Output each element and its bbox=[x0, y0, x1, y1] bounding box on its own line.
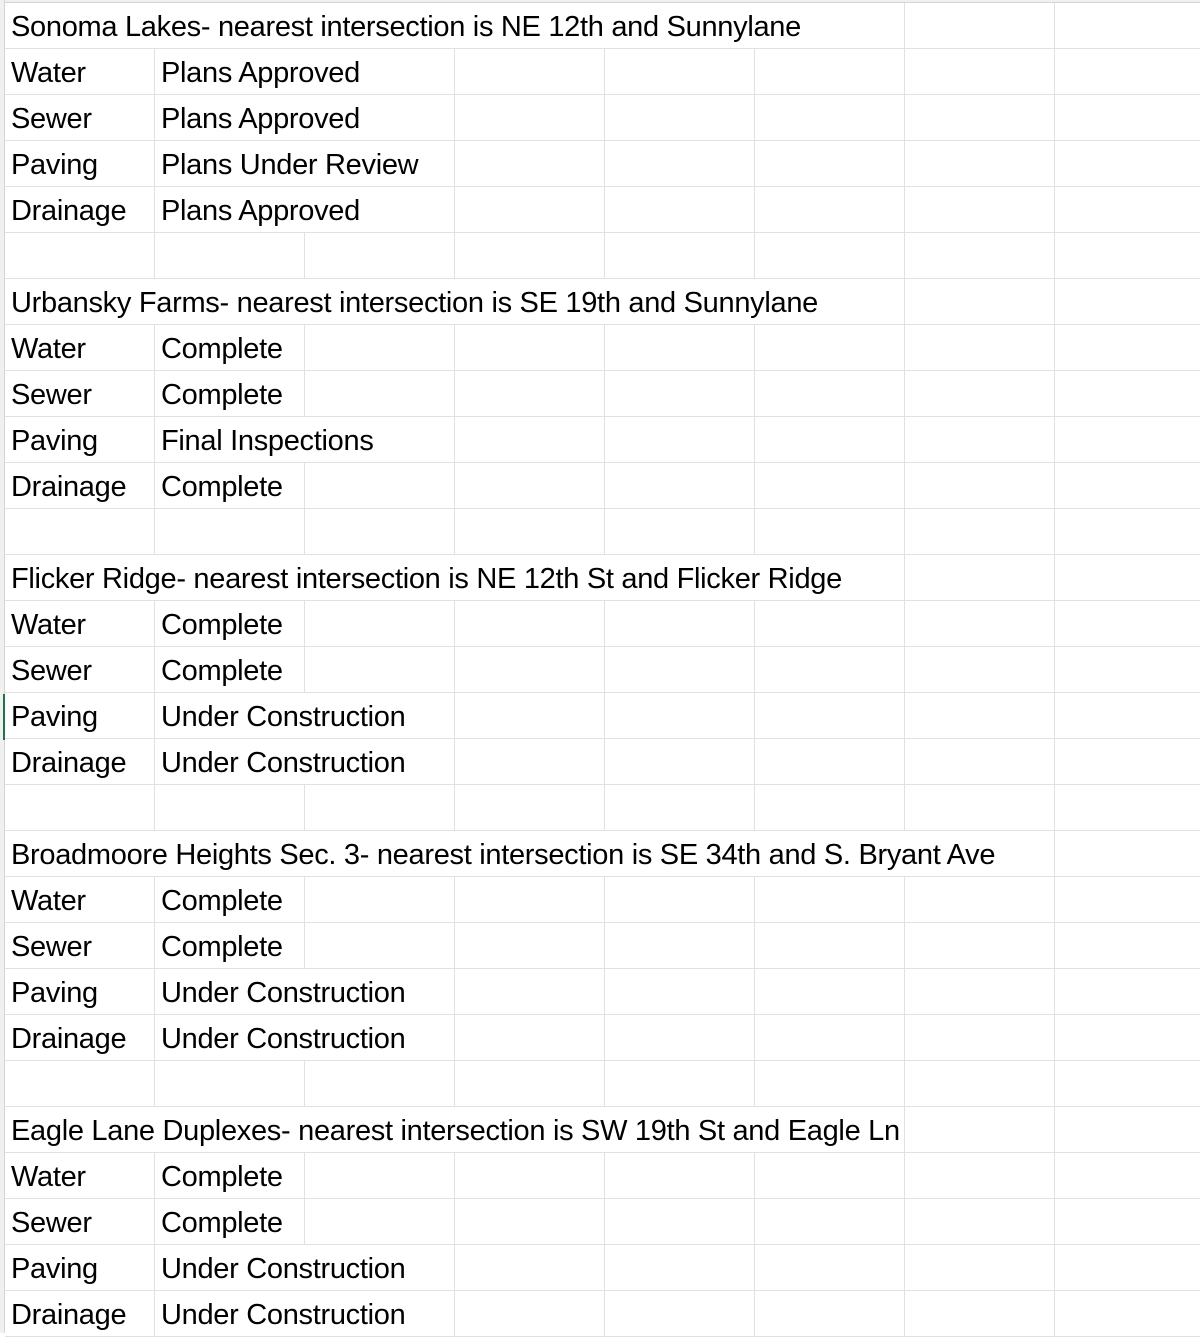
utility-status: Plans Approved bbox=[161, 187, 364, 232]
utility-status-row bbox=[5, 325, 1200, 371]
cell[interactable] bbox=[755, 187, 905, 232]
cell[interactable] bbox=[755, 877, 905, 922]
utility-status: Complete bbox=[161, 1153, 287, 1198]
utility-status: Complete bbox=[161, 601, 287, 646]
utility-label: Sewer bbox=[11, 931, 92, 963]
blank-row bbox=[5, 233, 1200, 279]
utility-label: Water bbox=[11, 1161, 86, 1193]
cell[interactable] bbox=[1055, 279, 1200, 324]
cell[interactable] bbox=[605, 417, 755, 462]
cell[interactable] bbox=[605, 693, 755, 738]
cell[interactable] bbox=[905, 141, 1055, 186]
cell[interactable] bbox=[605, 1199, 755, 1244]
utility-label: Paving bbox=[11, 149, 98, 181]
utility-status: Under Construction bbox=[161, 693, 409, 738]
utility-status: Complete bbox=[161, 923, 287, 968]
cell[interactable] bbox=[455, 1199, 605, 1244]
cell[interactable] bbox=[455, 1015, 605, 1060]
cell[interactable] bbox=[905, 923, 1055, 968]
cell[interactable] bbox=[755, 1153, 905, 1198]
cell[interactable] bbox=[605, 509, 755, 554]
cell[interactable] bbox=[905, 877, 1055, 922]
cell[interactable] bbox=[905, 1153, 1055, 1198]
cell[interactable] bbox=[605, 969, 755, 1014]
cell[interactable] bbox=[605, 647, 755, 692]
utility-status-row bbox=[5, 1291, 1200, 1337]
cell[interactable] bbox=[455, 785, 605, 830]
cell[interactable] bbox=[905, 1015, 1055, 1060]
cell[interactable] bbox=[755, 1291, 905, 1336]
cell[interactable] bbox=[455, 463, 605, 508]
utility-label: Drainage bbox=[11, 747, 127, 779]
utility-status: Plans Under Review bbox=[161, 141, 422, 186]
cell[interactable] bbox=[305, 233, 455, 278]
cell[interactable] bbox=[1055, 555, 1200, 600]
cell[interactable] bbox=[455, 739, 605, 784]
cell[interactable] bbox=[1055, 141, 1200, 186]
utility-label: Paving bbox=[11, 701, 98, 733]
cell[interactable] bbox=[905, 509, 1055, 554]
utility-status: Plans Approved bbox=[161, 49, 364, 94]
cell[interactable] bbox=[455, 417, 605, 462]
utility-label: Sewer bbox=[11, 1207, 92, 1239]
cell[interactable] bbox=[755, 49, 905, 94]
blank-row bbox=[5, 509, 1200, 555]
cell[interactable] bbox=[755, 1015, 905, 1060]
project-title: Broadmoore Heights Sec. 3- nearest intersection is SE 34th and S. Bryant Ave bbox=[11, 831, 999, 876]
cell[interactable] bbox=[905, 49, 1055, 94]
cell[interactable] bbox=[455, 49, 605, 94]
cell[interactable] bbox=[905, 1061, 1055, 1106]
cell[interactable] bbox=[455, 141, 605, 186]
cell[interactable] bbox=[1055, 509, 1200, 554]
cell[interactable] bbox=[905, 1291, 1055, 1336]
cell[interactable] bbox=[305, 1153, 455, 1198]
cell[interactable] bbox=[155, 509, 305, 554]
utility-status-row bbox=[5, 95, 1200, 141]
utility-status-row bbox=[5, 417, 1200, 463]
utility-label: Drainage bbox=[11, 1299, 127, 1331]
cell[interactable] bbox=[455, 1291, 605, 1336]
utility-status-row bbox=[5, 1245, 1200, 1291]
cell[interactable] bbox=[755, 1061, 905, 1106]
cell[interactable] bbox=[1055, 371, 1200, 416]
cell[interactable] bbox=[305, 1061, 455, 1106]
cell[interactable] bbox=[905, 95, 1055, 140]
cell[interactable] bbox=[755, 785, 905, 830]
utility-status: Under Construction bbox=[161, 739, 409, 784]
project-title-row bbox=[5, 555, 1200, 601]
utility-status-row bbox=[5, 463, 1200, 509]
cell[interactable] bbox=[455, 601, 605, 646]
cell[interactable] bbox=[1055, 3, 1200, 48]
utility-status-row bbox=[5, 371, 1200, 417]
cell[interactable] bbox=[605, 187, 755, 232]
cell[interactable] bbox=[1055, 1015, 1200, 1060]
cell[interactable] bbox=[5, 509, 155, 554]
utility-label: Sewer bbox=[11, 655, 92, 687]
cell[interactable] bbox=[305, 1199, 455, 1244]
cell[interactable] bbox=[455, 693, 605, 738]
cell[interactable] bbox=[455, 95, 605, 140]
cell[interactable] bbox=[755, 325, 905, 370]
utility-label: Drainage bbox=[11, 471, 127, 503]
utility-label: Drainage bbox=[11, 1023, 127, 1055]
cell[interactable] bbox=[905, 187, 1055, 232]
utility-status-row bbox=[5, 693, 1200, 739]
utility-status: Complete bbox=[161, 647, 287, 692]
cell[interactable] bbox=[755, 693, 905, 738]
cell[interactable] bbox=[455, 509, 605, 554]
cell[interactable] bbox=[305, 601, 455, 646]
utility-status-row bbox=[5, 969, 1200, 1015]
utility-label: Sewer bbox=[11, 379, 92, 411]
cell[interactable] bbox=[755, 647, 905, 692]
cell[interactable] bbox=[755, 95, 905, 140]
cell[interactable] bbox=[1055, 1291, 1200, 1336]
cell[interactable] bbox=[905, 463, 1055, 508]
cell[interactable] bbox=[305, 785, 455, 830]
cell[interactable] bbox=[1055, 1199, 1200, 1244]
cell[interactable] bbox=[905, 601, 1055, 646]
selected-row-indicator bbox=[3, 694, 5, 740]
cell[interactable] bbox=[905, 417, 1055, 462]
cell[interactable] bbox=[755, 739, 905, 784]
project-title-row bbox=[5, 831, 1200, 877]
cell[interactable] bbox=[1055, 417, 1200, 462]
utility-status: Final Inspections bbox=[161, 417, 378, 462]
cell[interactable] bbox=[1055, 187, 1200, 232]
cell[interactable] bbox=[5, 1061, 155, 1106]
utility-label: Paving bbox=[11, 425, 98, 457]
utility-label: Water bbox=[11, 333, 86, 365]
cell[interactable] bbox=[905, 693, 1055, 738]
cell[interactable] bbox=[1055, 1061, 1200, 1106]
project-title-row bbox=[5, 279, 1200, 325]
cell[interactable] bbox=[455, 923, 605, 968]
cell[interactable] bbox=[305, 463, 455, 508]
utility-label: Paving bbox=[11, 977, 98, 1009]
cell[interactable] bbox=[755, 1245, 905, 1290]
cell[interactable] bbox=[1055, 693, 1200, 738]
cell[interactable] bbox=[905, 1199, 1055, 1244]
cell[interactable] bbox=[755, 417, 905, 462]
cell[interactable] bbox=[605, 923, 755, 968]
cell[interactable] bbox=[455, 187, 605, 232]
utility-status: Complete bbox=[161, 463, 287, 508]
cell[interactable] bbox=[755, 1199, 905, 1244]
blank-row bbox=[5, 1061, 1200, 1107]
cell[interactable] bbox=[455, 877, 605, 922]
cell[interactable] bbox=[1055, 785, 1200, 830]
utility-status-row bbox=[5, 187, 1200, 233]
cell[interactable] bbox=[305, 647, 455, 692]
cell[interactable] bbox=[905, 1107, 1055, 1152]
utility-label: Water bbox=[11, 57, 86, 89]
cell[interactable] bbox=[755, 463, 905, 508]
project-title-row bbox=[5, 1107, 1200, 1153]
cell[interactable] bbox=[905, 325, 1055, 370]
cell[interactable] bbox=[1055, 463, 1200, 508]
utility-status-row bbox=[5, 1153, 1200, 1199]
cell[interactable] bbox=[905, 3, 1055, 48]
utility-status: Under Construction bbox=[161, 1291, 409, 1336]
cell[interactable] bbox=[455, 233, 605, 278]
project-title: Sonoma Lakes- nearest intersection is NE 12th and Sunnylane bbox=[11, 3, 805, 48]
cell[interactable] bbox=[455, 1245, 605, 1290]
spreadsheet-grid bbox=[5, 3, 1200, 1337]
project-title: Flicker Ridge- nearest intersection is NE 12th St and Flicker Ridge bbox=[11, 555, 846, 600]
cell[interactable] bbox=[305, 509, 455, 554]
cell[interactable] bbox=[1055, 601, 1200, 646]
project-title: Eagle Lane Duplexes- nearest intersection is SW 19th St and Eagle Ln bbox=[11, 1107, 904, 1152]
cell[interactable] bbox=[455, 969, 605, 1014]
cell[interactable] bbox=[605, 1153, 755, 1198]
cell[interactable] bbox=[1055, 95, 1200, 140]
cell[interactable] bbox=[905, 371, 1055, 416]
blank-row bbox=[5, 785, 1200, 831]
utility-label: Water bbox=[11, 609, 86, 641]
cell[interactable] bbox=[905, 279, 1055, 324]
cell[interactable] bbox=[905, 1245, 1055, 1290]
cell[interactable] bbox=[455, 325, 605, 370]
cell[interactable] bbox=[155, 1061, 305, 1106]
project-title-row bbox=[5, 3, 1200, 49]
cell[interactable] bbox=[605, 1245, 755, 1290]
cell[interactable] bbox=[305, 877, 455, 922]
utility-status: Plans Approved bbox=[161, 95, 364, 140]
utility-status-row bbox=[5, 739, 1200, 785]
cell[interactable] bbox=[905, 233, 1055, 278]
cell[interactable] bbox=[905, 647, 1055, 692]
cell[interactable] bbox=[755, 601, 905, 646]
utility-status-row bbox=[5, 601, 1200, 647]
cell[interactable] bbox=[605, 739, 755, 784]
utility-label: Sewer bbox=[11, 103, 92, 135]
project-title: Urbansky Farms- nearest intersection is SE 19th and Sunnylane bbox=[11, 279, 822, 324]
cell[interactable] bbox=[455, 647, 605, 692]
utility-status: Complete bbox=[161, 877, 287, 922]
utility-status-row bbox=[5, 141, 1200, 187]
utility-status: Under Construction bbox=[161, 1245, 409, 1290]
cell[interactable] bbox=[605, 141, 755, 186]
utility-status: Complete bbox=[161, 1199, 287, 1244]
cell[interactable] bbox=[305, 371, 455, 416]
cell[interactable] bbox=[1055, 877, 1200, 922]
cell[interactable] bbox=[1055, 923, 1200, 968]
cell[interactable] bbox=[605, 463, 755, 508]
cell[interactable] bbox=[605, 49, 755, 94]
cell[interactable] bbox=[305, 923, 455, 968]
cell[interactable] bbox=[605, 785, 755, 830]
cell[interactable] bbox=[605, 1291, 755, 1336]
cell[interactable] bbox=[455, 371, 605, 416]
cell[interactable] bbox=[755, 233, 905, 278]
cell[interactable] bbox=[1055, 969, 1200, 1014]
utility-label: Water bbox=[11, 885, 86, 917]
cell[interactable] bbox=[605, 371, 755, 416]
cell[interactable] bbox=[755, 509, 905, 554]
cell[interactable] bbox=[755, 923, 905, 968]
cell[interactable] bbox=[1055, 1153, 1200, 1198]
cell[interactable] bbox=[605, 877, 755, 922]
cell[interactable] bbox=[755, 371, 905, 416]
utility-label: Drainage bbox=[11, 195, 127, 227]
cell[interactable] bbox=[905, 555, 1055, 600]
utility-label: Paving bbox=[11, 1253, 98, 1285]
cell[interactable] bbox=[605, 601, 755, 646]
utility-status-row bbox=[5, 877, 1200, 923]
cell[interactable] bbox=[605, 325, 755, 370]
cell[interactable] bbox=[1055, 1107, 1200, 1152]
utility-status-row bbox=[5, 647, 1200, 693]
cell[interactable] bbox=[1055, 739, 1200, 784]
utility-status: Under Construction bbox=[161, 969, 409, 1014]
cell[interactable] bbox=[1055, 233, 1200, 278]
cell[interactable] bbox=[155, 233, 305, 278]
cell[interactable] bbox=[5, 233, 155, 278]
cell[interactable] bbox=[305, 325, 455, 370]
cell[interactable] bbox=[1055, 1245, 1200, 1290]
cell[interactable] bbox=[905, 969, 1055, 1014]
cell[interactable] bbox=[605, 233, 755, 278]
cell[interactable] bbox=[905, 785, 1055, 830]
utility-status: Under Construction bbox=[161, 1015, 409, 1060]
cell[interactable] bbox=[1055, 831, 1200, 876]
utility-status-row bbox=[5, 923, 1200, 969]
cell[interactable] bbox=[455, 1061, 605, 1106]
cell[interactable] bbox=[605, 95, 755, 140]
cell[interactable] bbox=[455, 1153, 605, 1198]
cell[interactable] bbox=[605, 1061, 755, 1106]
cell[interactable] bbox=[155, 785, 305, 830]
utility-status: Complete bbox=[161, 371, 287, 416]
cell[interactable] bbox=[1055, 647, 1200, 692]
utility-status: Complete bbox=[161, 325, 287, 370]
cell[interactable] bbox=[755, 969, 905, 1014]
cell[interactable] bbox=[1055, 49, 1200, 94]
utility-status-row bbox=[5, 1199, 1200, 1245]
cell[interactable] bbox=[1055, 325, 1200, 370]
cell[interactable] bbox=[5, 785, 155, 830]
cell[interactable] bbox=[605, 1015, 755, 1060]
cell[interactable] bbox=[905, 739, 1055, 784]
utility-status-row bbox=[5, 49, 1200, 95]
cell[interactable] bbox=[755, 141, 905, 186]
utility-status-row bbox=[5, 1015, 1200, 1061]
